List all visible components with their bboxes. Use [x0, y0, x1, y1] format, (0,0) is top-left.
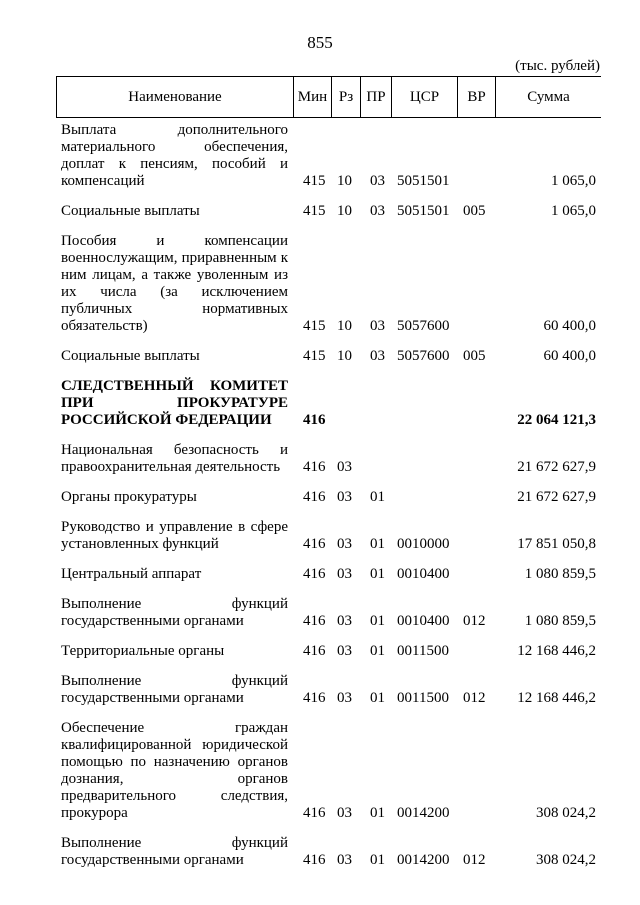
header-name: Наименование: [56, 77, 294, 117]
cell-name: Национальная безопасность и правоохранительная деятельность: [61, 442, 288, 475]
table-row: [56, 566, 601, 583]
cell-csr: 5051501: [397, 203, 450, 219]
cell-rz: 03: [337, 459, 352, 475]
cell-name: Выплата дополнительного материального обеспечения, доплат к пенсиям, пособий и компенсаций: [61, 122, 288, 189]
table-row: [56, 233, 601, 335]
cell-min: 415: [303, 348, 326, 364]
cell-csr: 5057600: [397, 318, 450, 334]
cell-pr: 01: [370, 805, 385, 821]
cell-rz: 10: [337, 348, 352, 364]
cell-min: 416: [303, 852, 326, 868]
table-row: [56, 835, 601, 869]
table-row: [56, 673, 601, 707]
page-number: 855: [307, 33, 333, 52]
header-sum: Сумма: [527, 89, 570, 105]
table-row: [56, 348, 601, 365]
cell-csr: 0011500: [397, 690, 449, 706]
cell-csr: 0010400: [397, 566, 450, 582]
cell-min: 416: [303, 643, 326, 659]
header-min: Мин: [294, 77, 332, 117]
table-row: [56, 378, 601, 429]
table-row: [56, 596, 601, 630]
cell-vr: 012: [463, 690, 486, 706]
table-row: [56, 519, 601, 553]
table-header: [56, 76, 601, 118]
cell-rz: 03: [337, 489, 352, 505]
cell-rz: 03: [337, 643, 352, 659]
cell-sum: 60 400,0: [543, 318, 596, 334]
cell-sum: 17 851 050,8: [517, 536, 596, 552]
cell-min: 416: [303, 690, 326, 706]
cell-csr: 5057600: [397, 348, 450, 364]
cell-min: 416: [303, 459, 326, 475]
cell-pr: 01: [370, 536, 385, 552]
cell-sum: 12 168 446,2: [517, 690, 596, 706]
cell-min: 416: [303, 536, 326, 552]
cell-pr: 01: [370, 613, 385, 629]
cell-pr: 03: [370, 173, 385, 189]
cell-name: Обеспечение граждан квалифицированной юридической помощью по назначению органов дознания, органов предварительного следствия, прокурора: [61, 720, 288, 821]
cell-name: Территориальные органы: [61, 643, 225, 659]
cell-sum: 1 080 859,5: [524, 566, 596, 582]
cell-rz: 10: [337, 173, 352, 189]
cell-pr: 01: [370, 566, 385, 582]
cell-sum: 1 065,0: [551, 173, 596, 189]
table-row: [56, 489, 601, 506]
cell-rz: 03: [337, 852, 352, 868]
cell-name: Пособия и компенсации военнослужащим, приравненным к ним лицам, а также уволенным из их числа (за исключением публичных нормативных обязательств): [61, 233, 288, 334]
cell-rz: 03: [337, 613, 352, 629]
cell-csr: 0010000: [397, 536, 450, 552]
cell-sum: 1 080 859,5: [524, 613, 596, 629]
cell-name: Социальные выплаты: [61, 203, 200, 219]
cell-name: Социальные выплаты: [61, 348, 200, 364]
cell-vr: 005: [463, 348, 486, 364]
cell-csr: 0014200: [397, 852, 450, 868]
cell-name: Выполнение функций государственными органами: [61, 673, 288, 706]
table-row: [56, 122, 601, 190]
cell-min: 416: [303, 566, 326, 582]
header-pr: ПР: [361, 77, 392, 117]
cell-min: 416: [303, 489, 326, 505]
cell-name: Органы прокуратуры: [61, 489, 197, 505]
cell-min: 415: [303, 173, 326, 189]
cell-min: 415: [303, 318, 326, 334]
cell-sum: 21 672 627,9: [517, 489, 596, 505]
units-label: (тыс. рублей): [515, 58, 600, 74]
cell-name: Руководство и управление в сфере установленных функций: [61, 519, 288, 552]
table-row: [56, 643, 601, 660]
cell-sum: 21 672 627,9: [517, 459, 596, 475]
table-body: [56, 122, 601, 882]
cell-pr: 01: [370, 690, 385, 706]
header-csr: ЦСР: [392, 77, 458, 117]
cell-pr: 03: [370, 318, 385, 334]
cell-min: 416: [303, 412, 326, 428]
cell-pr: 01: [370, 852, 385, 868]
cell-rz: 03: [337, 536, 352, 552]
cell-pr: 01: [370, 643, 385, 659]
cell-sum: 60 400,0: [543, 348, 596, 364]
cell-sum: 12 168 446,2: [517, 643, 596, 659]
cell-csr: 5051501: [397, 173, 450, 189]
cell-rz: 10: [337, 318, 352, 334]
cell-pr: 03: [370, 348, 385, 364]
cell-rz: 10: [337, 203, 352, 219]
cell-rz: 03: [337, 690, 352, 706]
cell-min: 416: [303, 613, 326, 629]
cell-sum: 22 064 121,3: [517, 412, 596, 428]
cell-pr: 03: [370, 203, 385, 219]
cell-rz: 03: [337, 805, 352, 821]
cell-csr: 0014200: [397, 805, 450, 821]
cell-sum: 308 024,2: [536, 805, 596, 821]
header-vr: ВР: [458, 77, 496, 117]
header-rz: Рз: [332, 77, 361, 117]
cell-vr: 012: [463, 613, 486, 629]
cell-sum: 308 024,2: [536, 852, 596, 868]
cell-csr: 0011500: [397, 643, 449, 659]
cell-vr: 012: [463, 852, 486, 868]
table-row: [56, 720, 601, 822]
cell-vr: 005: [463, 203, 486, 219]
table-row: [56, 442, 601, 476]
cell-min: 416: [303, 805, 326, 821]
cell-name: Центральный аппарат: [61, 566, 202, 582]
cell-name: Выполнение функций государственными органами: [61, 835, 288, 868]
table-row: [56, 203, 601, 220]
cell-csr: 0010400: [397, 613, 450, 629]
cell-pr: 01: [370, 489, 385, 505]
cell-sum: 1 065,0: [551, 203, 596, 219]
cell-name: Выполнение функций государственными органами: [61, 596, 288, 629]
cell-name: СЛЕДСТВЕННЫЙ КОМИТЕТ ПРИ ПРОКУРАТУРЕ РОССИЙСКОЙ ФЕДЕРАЦИИ: [61, 378, 288, 428]
cell-rz: 03: [337, 566, 352, 582]
cell-min: 415: [303, 203, 326, 219]
